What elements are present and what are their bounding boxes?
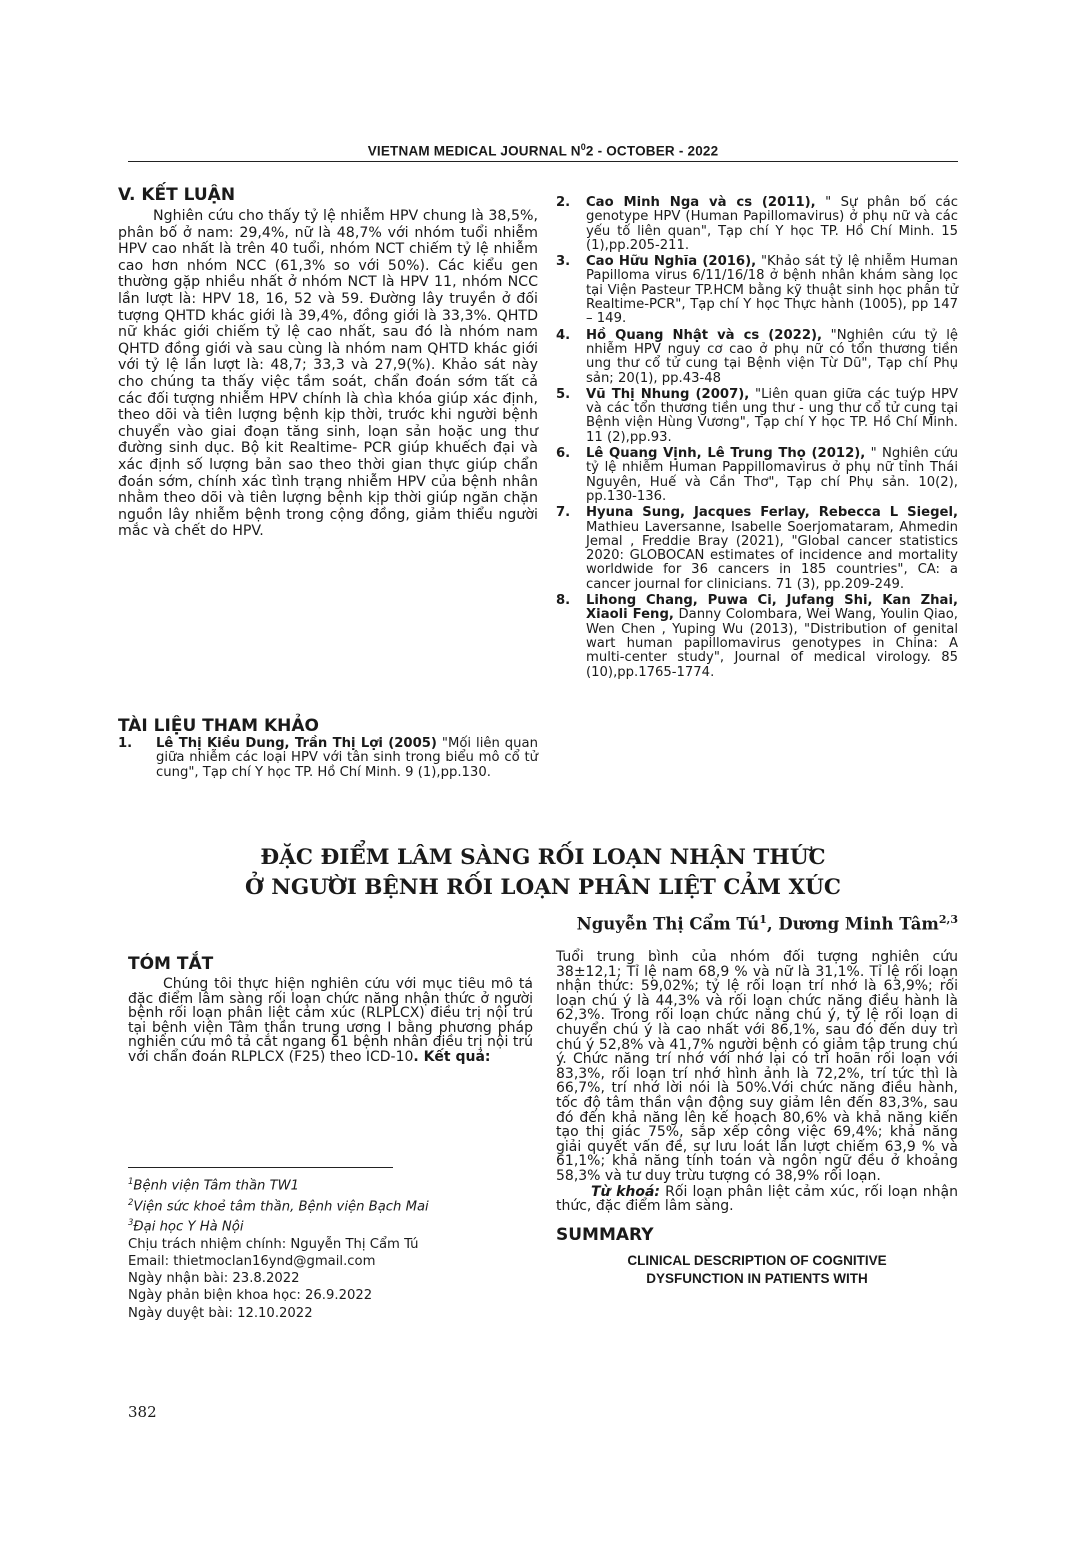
reference-list-right — [556, 196, 958, 680]
abstract-continuation — [556, 950, 958, 1288]
summary-heading: SUMMARY — [556, 1224, 654, 1245]
affiliation-3: $^3$Đại học Y Hà Nội — [128, 1218, 244, 1235]
contact-email: Email: thietmoclan16ynd@gmail.com — [128, 1253, 376, 1269]
date-reviewed: Ngày phản biện khoa học: 26.9.2022 — [128, 1288, 373, 1304]
reference-item: 2. Cao Minh Nga và cs (2011), " Sự phân bố các genotype HPV (Human Papillomavirus) ở phụ nữ và các yếu tố liên quan", Tạp chí Y học TP. Hồ Chí Minh. 15 (1),pp.205-211. — [556, 195, 958, 253]
affiliation-2: $^2$Viện sức khoẻ tâm thần, Bệnh viện Bạch Mai — [128, 1197, 429, 1214]
abstract-text-left: Chúng tôi thực hiện nghiên cứu với mục tiêu mô tả đặc điểm lâm sàng rối loạn chức năng nhận thức ở người bệnh rối loạn phân liệt cảm xúc (RLPLCX) điều trị nội trú tại bệnh viện Tâm thần trung ương I bằng phương pháp nghiên cứu mô tả cắt ngang 61 bệnh nhân điều trị nội trú với chẩn đoán RLPLCX (F25) theo ICD-10. Kết quả: — [128, 977, 533, 1065]
abstract-section — [128, 953, 533, 1137]
article-title-line1: ĐẶC ĐIỂM LÂM SÀNG RỐI LOẠN NHẬN THỨC — [260, 845, 826, 870]
summary-subtitle-line1: CLINICAL DESCRIPTION OF COGNITIVE — [627, 1252, 887, 1268]
author-name: Nguyễn Thị Cẩm Tú — [576, 914, 760, 934]
reference-item: 4. Hồ Quang Nhật và cs (2022), "Nghiên cứu tỷ lệ nhiễm HPV nguy cơ cao ở phụ nữ có tổn thương tiền ung thư cổ tử cung tại Bệnh viện Từ Dũ", Tạp chí Phụ sản; 20(1), pp.43-48 — [556, 327, 958, 386]
footnotes — [128, 1174, 548, 1322]
conclusion-text: Nghiên cứu cho thấy tỷ lệ nhiễm HPV chung là 38,5%, phân bố ở nam: 29,4%, nữ là 48,7% với nhóm tuổi nhiễm HPV cao nhất là trên 40 tuổi, nhóm NCT chiếm tỷ lệ nhiễm cao hơn nhóm NCC (61,3% so với 50%). Các kiểu gen thường gặp nhiều nhất ở nhóm NCT là HPV 11, nhóm NCC lần lượt là: HPV 18, 16, 52 và 59. Đường lây truyền ở đối tượng QHTD khác giới là 39,4%, đồng giới là 33,3%. QHTD nữ khác giới chiếm tỷ lệ cao nhất, sau đó là nhóm nam QHTD đồng giới và sau cùng là nhóm nam QHTD khác giới với tỷ lệ lần lượt là: 48,7; 33,3 và 27,9(%). Khảo sát này cho chúng ta thấy việc tầm soát, chẩn đoán sớm tất cả các đối tượng nhiễm HPV chính là chìa khóa giúp xác định, theo dõi và tiên lượng bệnh kịp thời, trước khi người bệnh chuyển vào giai đoạn tăng sinh, loạn sản hoặc ung thư đường sinh dục. Bộ kit Realtime- PCR giúp khuếch đại và xác định số lượng bản sao theo thời gian thực giúp chẩn đoán sớm, chính xác tình trạng nhiễm HPV của bệnh nhân nhằm theo dõi và tiên lượng bệnh kịp thời giúp ngăn chặn nguồn lây nhiễm bệnh trong cộng đồng, giảm thiểu người mắc và chết do HPV. — [118, 208, 538, 540]
reference-list-left — [118, 737, 538, 780]
author-name: Dương Minh Tâm — [778, 914, 939, 934]
reference-item: 5. Vũ Thị Nhung (2007), "Liên quan giữa các tuýp HPV và các tổn thương tiền ung thư - ung thư cổ tử cung tại Bệnh viện Hùng Vương", Tạp chí Y học TP. Hồ Chí Minh. 11 (2),pp.93. — [556, 386, 958, 445]
affiliation-1: $^1$Bệnh viện Tâm thần TW1 — [128, 1177, 300, 1194]
summary-subtitle-line2: DYSFUNCTION IN PATIENTS WITH — [646, 1270, 868, 1286]
issue-number-sup: 0 — [580, 142, 586, 152]
running-header — [128, 142, 958, 159]
reference-item: 1. Lê Thị Kiều Dung, Trần Thị Lợi (2005) "Mối liên quan giữa nhiễm các loại HPV với tân sinh trong biểu mô cổ tử cung", Tạp chí Y học TP. Hồ Chí Minh. 9 (1),pp.130. — [118, 736, 538, 780]
journal-name: VIETNAM MEDICAL JOURNAL N — [367, 143, 581, 159]
footnote-rule — [128, 1167, 393, 1168]
abstract-results-text: Tuổi trung bình của nhóm đối tượng nghiên cứu 38±12,1; Tỉ lệ nam 68,9 % và nữ là 31,1%. Tỉ lệ rối loạn nhận thức: 59,02%; tỷ lệ rối loạn trí nhớ là 63,9%; rối loạn chú ý là 44,3% và rối loạn chức năng điều hành là 62,3%. Trong rối loạn chức năng chú ý, tỷ lệ rối loạn di chuyển chú ý là cao nhất với 86,1%, sau đó đến duy trì chú ý 52,8% và 41,7% người bệnh có giảm tập trung chú ý. Chức năng trí nhớ với nhớ lại có trì hoãn rối loạn với 83,3%, rối loạn trí nhớ hình ảnh là 72,2%, trí tức thì là 66,7%, trí nhớ lời nói là 50%.Với chức năng điều hành, tốc độ tâm thần vận động suy giảm lên đến 83,3%, sau đó đến khả năng lên kế hoạch 80,6% và khả năng kiến tạo thị giác 75%, sắp xếp công việc 69,4%; khả năng giải quyết vấn đề, sự lưu loát lần lượt chiếm 63,9 % và 61,1%; khả năng tính toán và ngôn ngữ đều ở khoảng 58,3% và tư duy trừu tượng có 38,9% rối loạn. — [556, 949, 958, 1184]
reference-item: 3. Cao Hữu Nghĩa (2016), "Khảo sát tỷ lệ nhiễm Human Papilloma virus 6/11/16/18 ở bệnh nhân khám sàng lọc tại Viện Pasteur TP.HCM bằng kỹ thuật sinh học phân tử Realtime-PCR", Tạp chí Y học Thực hành (1005), pp 147 – 149. — [556, 254, 958, 327]
author-affiliation-sup: 2,3 — [938, 913, 958, 926]
abstract-heading: TÓM TẮT — [128, 954, 214, 974]
article-title-line2: Ở NGƯỜI BỆNH RỐI LOẠN PHÂN LIỆT CẢM XÚC — [244, 875, 842, 900]
reference-item: 6. Lê Quang Vịnh, Lê Trung Thọ (2012), " Nghiên cứu tỷ lệ nhiễm Human Pappillomavirus ở phụ nữ tỉnh Thái Nguyên, Huế và Cần Thơ", Tạp chí Phụ sản. 10(2), pp.130-136. — [556, 446, 958, 504]
date-received: Ngày nhận bài: 23.8.2022 — [128, 1271, 300, 1287]
responsible-author: Chịu trách nhiệm chính: Nguyễn Thị Cẩm Tú — [128, 1236, 419, 1252]
date-accepted: Ngày duyệt bài: 12.10.2022 — [128, 1305, 313, 1321]
conclusion-heading: V. KẾT LUẬN — [118, 185, 236, 205]
reference-item: 7. Hyuna Sung, Jacques Ferlay, Rebecca L Siegel, Mathieu Laversanne, Isabelle Soerjomataram, Ahmedin Jemal , Freddie Bray (2021), "Global cancer statistics 2020: GLOBOCAN estimates of incidence and mortality worldwide for 36 cancers in 185 countries", CA: a cancer journal for clinicians. 71 (3), pp.209-249. — [556, 505, 958, 592]
abstract-keywords: Từ khoá: Rối loạn phân liệt cảm xúc, rối loạn nhận thức, đặc điểm lâm sàng. — [556, 1183, 958, 1215]
reference-item: 8. Lihong Chang, Puwa Ci, Jufang Shi, Kan Zhai, Xiaoli Feng, Danny Colombara, Wei Wang, Youlin Qiao, Wen Chen , Yuping Wu (2013), "Distribution of genital wart human papillomavirus genotypes in China: A multi-center study", Journal of medical virology. 85 (10),pp.1765-1774. — [556, 593, 958, 680]
header-rule — [128, 161, 958, 162]
conclusion-section — [118, 184, 538, 540]
issue-date: 2 - OCTOBER - 2022 — [585, 143, 719, 159]
article-authors: Nguyễn Thị Cẩm $Tú^1$, Dương Minh Tâm$^{2,3}$ — [576, 913, 958, 934]
references-section-right — [556, 182, 958, 682]
page-number: 382 — [128, 1403, 157, 1421]
references-section-left — [118, 715, 538, 782]
abstract-results-overflow — [491, 1049, 495, 1065]
author-affiliation-sup: 1 — [759, 913, 767, 926]
reference-continuation-spacer — [556, 182, 958, 196]
references-heading: TÀI LIỆU THAM KHẢO — [118, 716, 319, 736]
